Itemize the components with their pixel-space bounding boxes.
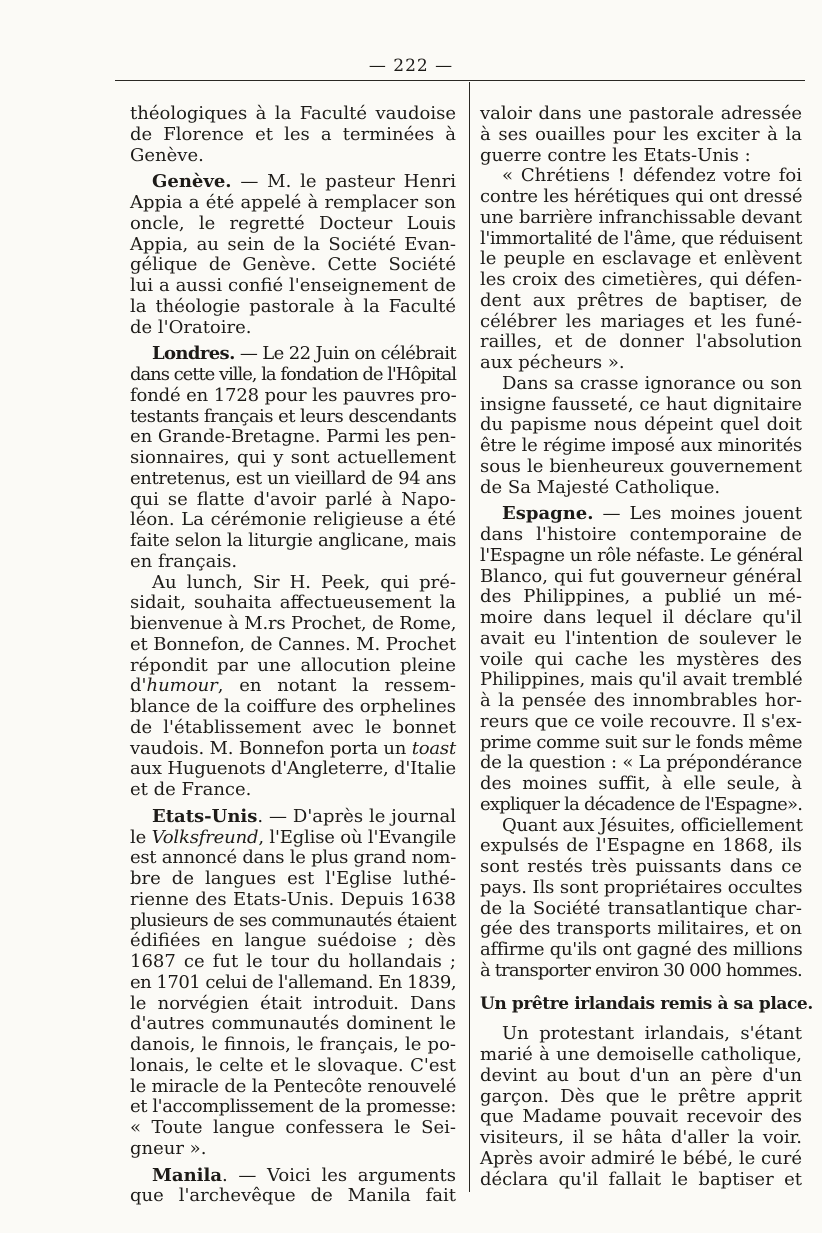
text-line: de Sa Majesté Catholique.	[480, 476, 721, 498]
text-line: Appia, au sein de la Société Evan-	[130, 233, 456, 255]
text-line: oncle, le regretté Docteur Louis	[130, 212, 456, 234]
text-line: le norvégien était introduit. Dans	[130, 992, 456, 1014]
text-line: sionnaires, qui y sont actuellement	[130, 447, 456, 468]
text-run: . — Voici les arguments	[222, 1164, 456, 1186]
text-line	[480, 504, 802, 525]
text-line: répondit par une allocution pleine	[130, 654, 456, 676]
text-line: railles, et de donner l'absolution	[480, 331, 802, 353]
text-line: voile qui cache les mystères des	[480, 648, 802, 670]
text-line: une barrière infranchissable devant	[480, 206, 802, 228]
text-line	[130, 807, 456, 828]
text-line: théologiques à la Faculté vaudoise	[130, 103, 456, 124]
text-line: l'Espagne un rôle néfaste. Le général	[480, 544, 803, 566]
text-line: aux Huguenots d'Angleterre, d'Italie	[130, 758, 456, 780]
text-line: l'immortalité de l'âme, que réduisent	[480, 227, 803, 249]
text-line: moire dans lequel il déclare qu'il	[480, 607, 802, 628]
bold-text: Londres.	[152, 343, 235, 365]
text-line: de Florence et les a terminées à	[130, 123, 456, 145]
text-line: Après avoir admiré le bébé, le curé	[480, 1147, 802, 1169]
text-line: à transporter environ 30 000 hommes.	[480, 959, 802, 981]
text-line: sous le bienheureux gouvernement	[480, 455, 802, 477]
text-line: célébrer les mariages et les funé-	[480, 310, 802, 332]
text-line: dent aux prêtres de baptiser, de	[480, 289, 802, 311]
text-line: lonais, le celte et le slovaque. C'est	[130, 1054, 456, 1076]
text-line: « Chrétiens ! défendez votre foi	[502, 165, 802, 187]
italic-text: humour	[146, 675, 218, 697]
text-line: gée des transports militaires, et on	[480, 918, 802, 940]
text-run: — Les moines jouent	[593, 503, 802, 525]
text-line: que l'archevêque de Manila fait	[130, 1185, 456, 1207]
text-line: d'autres communautés dominent le	[130, 1013, 456, 1035]
text-line: en Grande-Bretagne. Parmi les pen-	[130, 426, 456, 448]
text-line	[130, 739, 456, 760]
text-line: blance de la coiffure des orphelines	[130, 696, 456, 717]
text-line: Au lunch, Sir H. Peek, qui pré-	[152, 571, 456, 593]
text-line: visiteurs, il se hâta d'aller la voir.	[480, 1127, 802, 1148]
text-line: sont restés très puissants dans ce	[480, 856, 802, 877]
text-line: et de France.	[130, 779, 252, 800]
text-line: à ses ouailles pour les exciter à la	[480, 123, 802, 145]
text-line: Un protestant irlandais, s'étant	[502, 1023, 802, 1045]
text-line: Appia a été appelé à remplacer son	[130, 192, 456, 213]
text-line: léon. La cérémonie religieuse a été	[130, 509, 456, 531]
text-line: de la question : « La prépondérance	[480, 752, 802, 774]
text-line: contre les hérétiques qui ont dressé	[480, 186, 803, 207]
text-line: Dans sa crasse ignorance ou son	[502, 372, 802, 394]
section-heading: Un prêtre irlandais remis à sa place.	[480, 993, 813, 1014]
text-line: fondé en 1728 pour les pauvres pro-	[130, 384, 457, 406]
page-number: — 222 —	[368, 56, 454, 76]
text-line: marié à une demoiselle catholique,	[480, 1044, 802, 1065]
text-run: d'	[130, 675, 147, 697]
text-line: expliquer la décadence de l'Espagne».	[480, 793, 803, 815]
text-line: devint au bout d'un an père d'un	[480, 1064, 802, 1086]
text-line: la théologie pastorale à la Faculté	[130, 295, 456, 317]
text-run: , l'Eglise où l'Evangile	[258, 826, 457, 848]
text-line: aux pécheurs ».	[480, 352, 625, 373]
text-line	[130, 676, 456, 697]
text-run: — Le 22 Juin on célébrait	[234, 343, 457, 365]
text-line: qui se flatte d'avoir parlé à Napo-	[130, 488, 456, 510]
text-run: — M. le pasteur Henri	[231, 171, 456, 193]
italic-text: Volksfreund	[151, 826, 259, 848]
text-run: le	[130, 826, 152, 848]
text-line: danois, le finnois, le français, le po-	[130, 1034, 456, 1055]
italic-text: toast	[411, 737, 456, 759]
text-line: expulsés de l'Espagne en 1868, ils	[480, 835, 802, 857]
text-line: est annoncé dans le plus grand nom-	[130, 847, 456, 869]
text-line	[130, 172, 456, 193]
text-line: Philippines, mais qu'il avait tremblé	[480, 669, 803, 691]
text-line: des moines suffit, à elle seule, à	[480, 773, 802, 794]
text-line: que Madame pouvait recevoir des	[480, 1106, 802, 1128]
text-line: 1687 ce fut le tour du hollandais ;	[130, 951, 456, 972]
text-line: testants français et leurs descendants	[130, 405, 457, 427]
text-line: plusieurs de ses communautés étaient	[130, 909, 456, 931]
text-line: à la pensée des innombrables hor-	[480, 690, 802, 711]
text-run: . — D'après le journal	[257, 805, 456, 827]
text-line: Genève.	[130, 144, 204, 166]
text-line: pays. Ils sont propriétaires occultes	[480, 876, 803, 898]
text-line: reurs que ce voile recouvre. Il s'ex-	[480, 710, 802, 732]
bold-text: Genève.	[152, 171, 232, 193]
bold-text: Etats-Unis	[152, 805, 258, 827]
text-line: avait eu l'intention de soulever le	[480, 627, 802, 649]
text-line: le miracle de la Pentecôte renouvelé	[130, 1075, 457, 1097]
bold-text: Espagne.	[502, 503, 594, 525]
left-column	[130, 104, 456, 1207]
text-line: valoir dans une pastorale adressée	[480, 103, 802, 124]
text-line: bre de langues est l'Eglise luthé-	[130, 868, 456, 889]
text-line: guerre contre les Etats-Unis :	[480, 144, 751, 166]
text-line: Blanco, qui fut gouverneur général	[480, 565, 802, 587]
text-line: du papisme nous dépeint quel doit	[480, 414, 802, 436]
text-line: et Bonnefon, de Cannes. M. Prochet	[130, 633, 456, 655]
text-run: vaudois. M. Bonnefon porta un	[130, 737, 412, 759]
text-line: rienne des Etats-Unis. Depuis 1638	[130, 888, 456, 910]
text-line: sidait, souhaita affectueusement la	[130, 592, 456, 614]
text-line: le peuple en esclavage et enlèvent	[480, 248, 802, 270]
text-line: être le régime imposé aux minorités	[480, 435, 802, 456]
text-line: bienvenue à M.rs Prochet, de Rome,	[130, 613, 457, 634]
text-line	[130, 1166, 456, 1187]
text-line: affirme qu'ils ont gagné des millions	[480, 939, 803, 960]
bold-text: Manila	[152, 1164, 223, 1186]
text-line: gneur ».	[130, 1137, 207, 1159]
text-line: les croix des cimetières, qui défen-	[480, 269, 802, 290]
column-divider	[469, 82, 470, 1192]
text-line: prime comme suit sur le fonds même	[480, 731, 802, 753]
text-line	[130, 828, 456, 849]
text-line: lui a aussi confié l'enseignement de	[130, 275, 456, 296]
text-line: édifiées en langue suédoise ; dès	[130, 930, 456, 952]
text-line: entretenus, est un vieillard de 94 ans	[130, 467, 456, 489]
text-line: dans cette ville, la fondation de l'Hôpital	[130, 364, 456, 385]
text-line	[130, 344, 456, 365]
text-line: de l'établissement avec le bonnet	[130, 716, 456, 738]
text-line: des Philippines, a publié un mé-	[480, 586, 802, 608]
text-line: en français.	[130, 550, 238, 572]
text-line: déclara qu'il fallait le baptiser et	[480, 1168, 802, 1190]
text-line: garçon. Dès que le prêtre apprit	[480, 1085, 802, 1107]
text-line: Quant aux Jésuites, officiellement	[502, 814, 803, 836]
text-line: et l'accomplissement de la promesse:	[130, 1096, 456, 1118]
text-line: « Toute langue confessera le Sei-	[130, 1117, 456, 1138]
header-rule	[115, 80, 805, 81]
text-line: en 1701 celui de l'allemand. En 1839,	[130, 971, 457, 993]
text-line: dans l'histoire contemporaine de	[480, 524, 802, 545]
text-line: faite selon la liturgie anglicane, mais	[130, 530, 456, 551]
text-run: , en notant la ressem-	[217, 675, 456, 697]
text-line: de l'Oratoire.	[130, 316, 252, 338]
text-line: insigne fausseté, ce haut dignitaire	[480, 393, 802, 415]
text-line: gélique de Genève. Cette Société	[130, 254, 456, 276]
right-column	[480, 103, 813, 1190]
text-line: de la Société transatlantique char-	[480, 897, 802, 919]
